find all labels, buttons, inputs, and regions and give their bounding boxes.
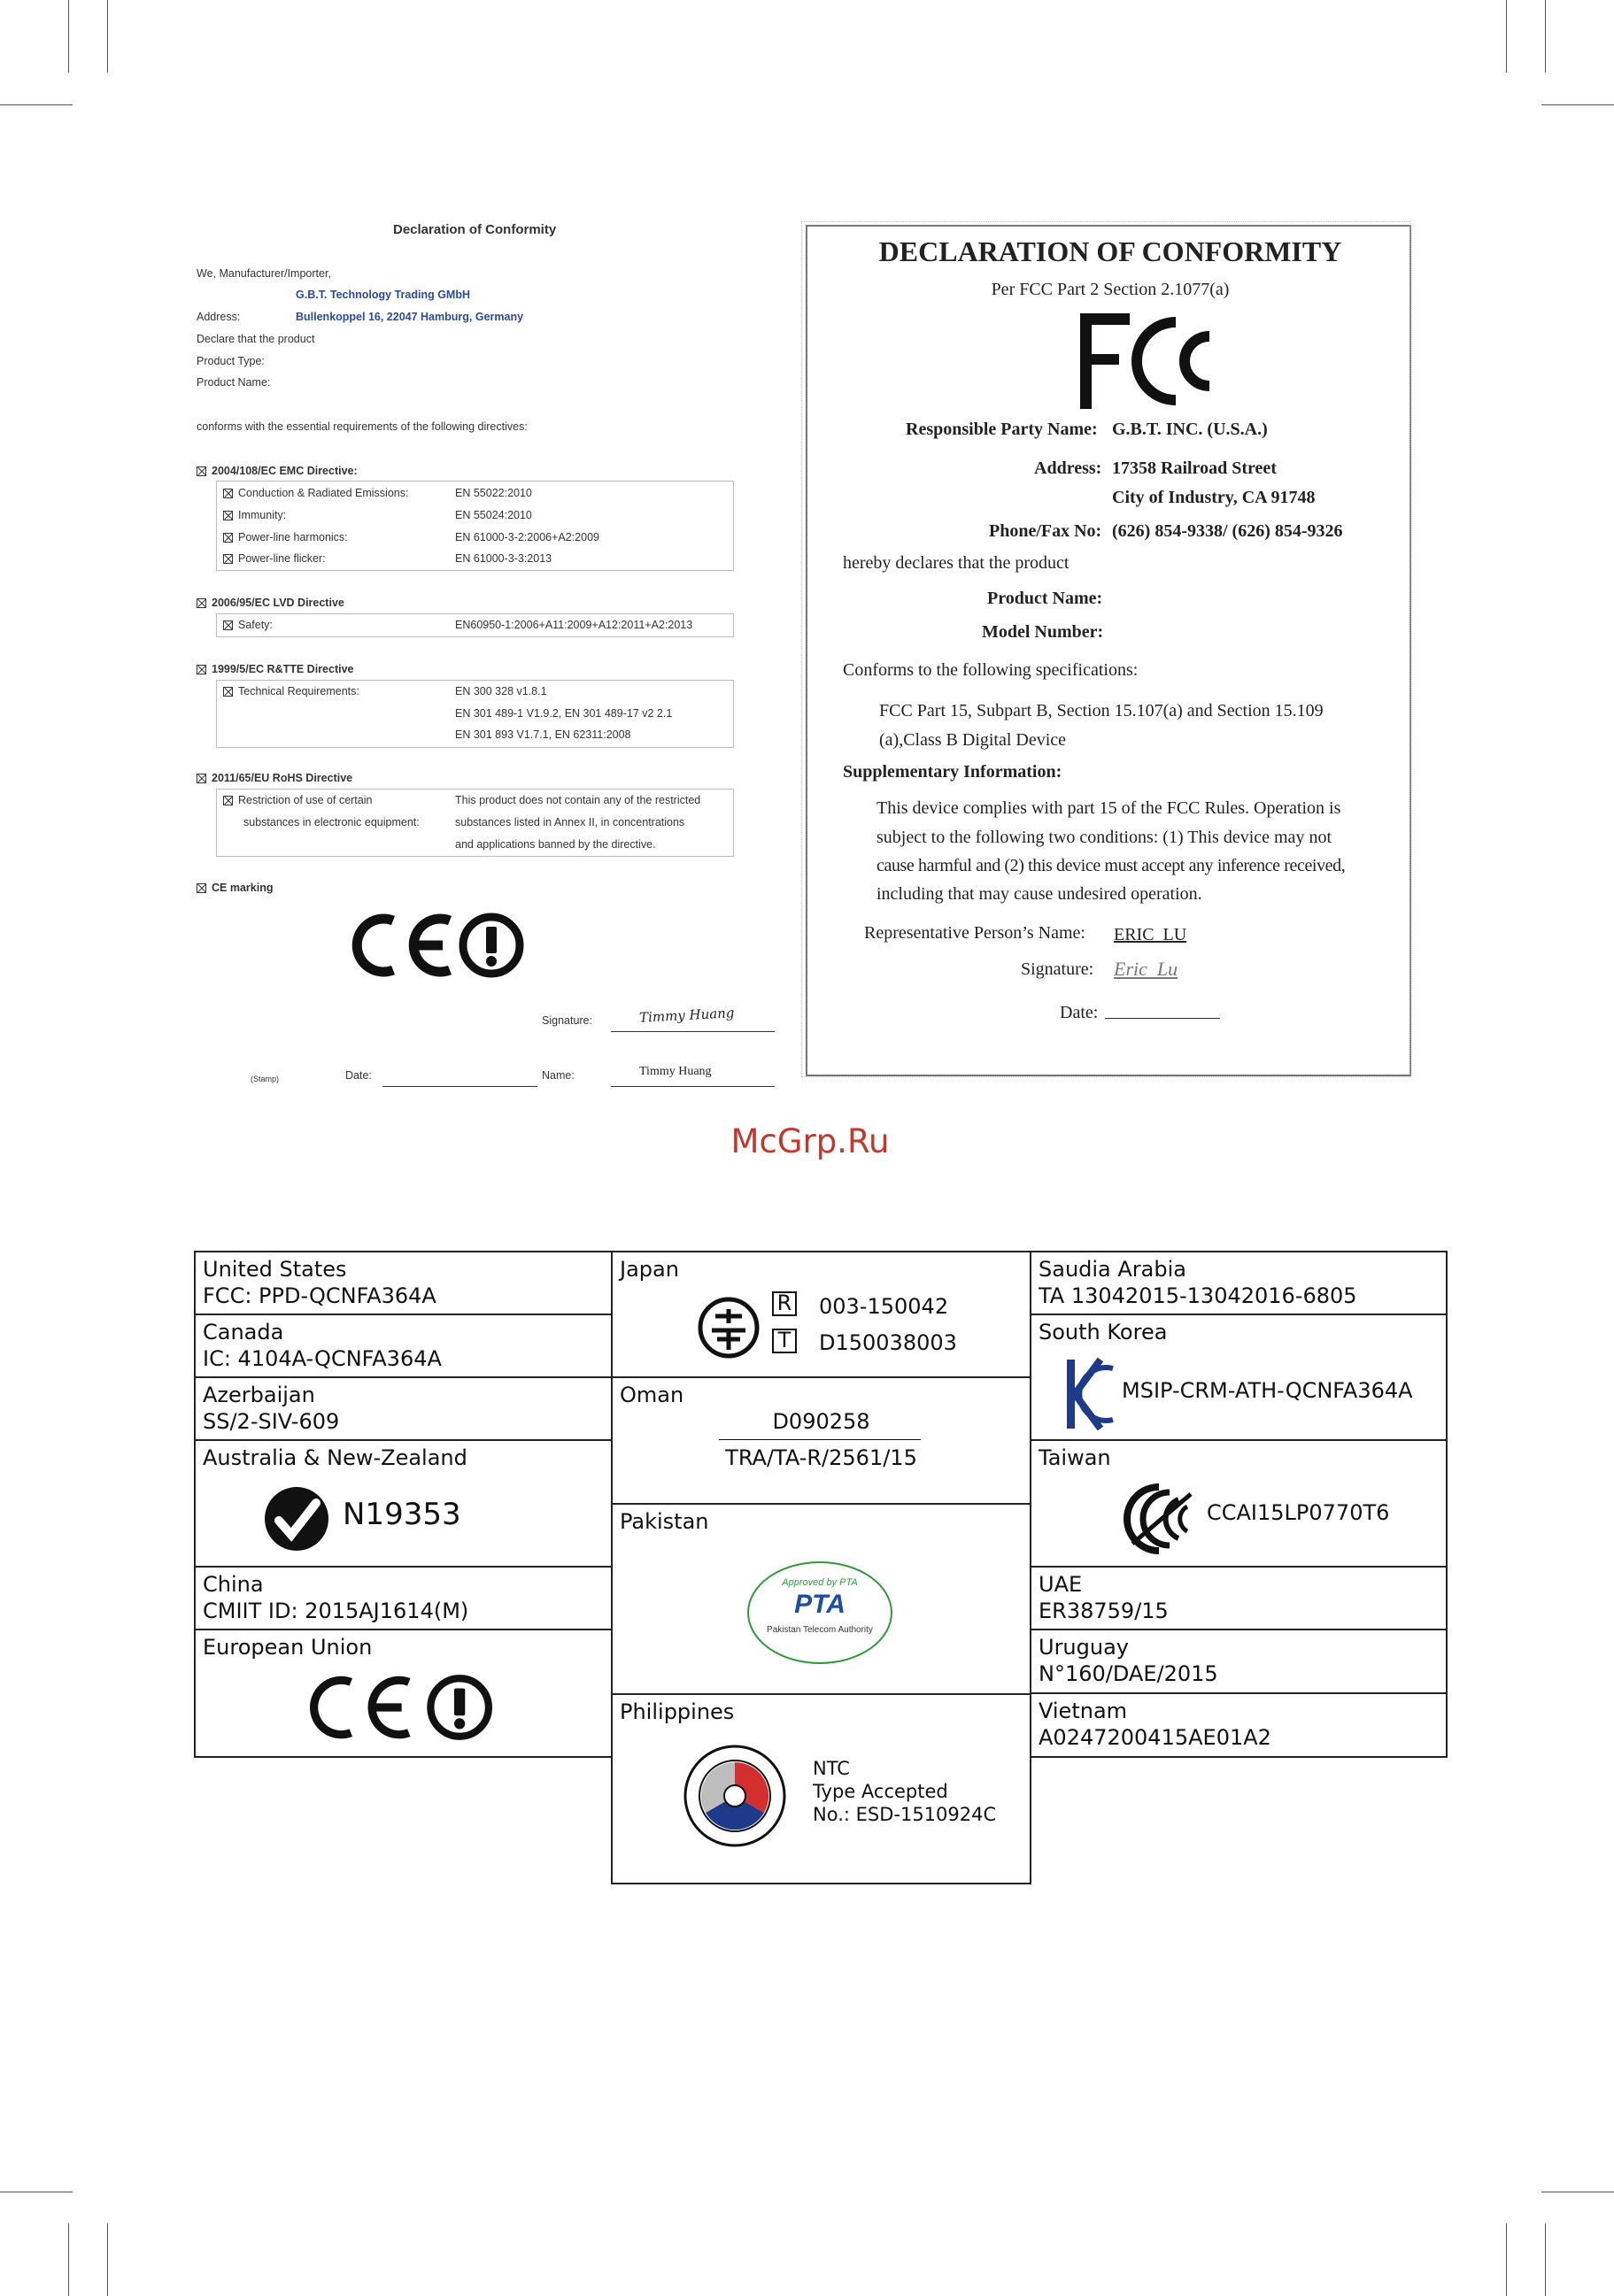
crop-mark — [1506, 2223, 1507, 2296]
responsible-party: G.B.T. INC. (U.S.A.) — [1112, 420, 1268, 439]
cert-cell-pakistan: Pakistan Approved by PTA PTA Pakistan Telecom Authority — [611, 1503, 1031, 1695]
crop-mark — [68, 0, 69, 73]
watermark: McGrp.Ru — [730, 1122, 890, 1160]
fcc-date-line — [1105, 1018, 1220, 1019]
cert-cell-korea: South Korea MSIP-CRM-ATH-QCNFA364A — [1030, 1314, 1448, 1442]
fcc-signature: Eric Lu — [1114, 958, 1178, 980]
fcc-sig-label: Signature: — [1021, 959, 1094, 979]
rohs-value: and applications banned by the directive. — [455, 838, 656, 851]
japan-r-mark: R — [776, 1291, 792, 1315]
fcc-logo-icon — [1077, 310, 1220, 412]
declare-text: Declare that the product — [197, 333, 315, 345]
manufacturer-label: We, Manufacturer/Importer, — [197, 267, 331, 280]
fcc-model-number: Model Number: — [982, 622, 1104, 642]
conforms-text: conforms with the essential requirements of the following directives: — [197, 420, 528, 433]
crop-mark — [1545, 0, 1546, 73]
product-type-label: Product Type: — [197, 355, 265, 367]
emc-row: Power-line flicker: — [223, 552, 326, 565]
crop-mark — [107, 0, 108, 73]
fcc-address1: 17358 Railroad Street — [1112, 458, 1277, 478]
emc-heading: 2004/108/EC EMC Directive: — [197, 465, 358, 477]
phone-label: Phone/Fax No: — [989, 521, 1102, 541]
cert-cell-canada: Canada IC: 4104A-QCNFA364A — [194, 1314, 613, 1378]
name-label: Name: — [542, 1069, 575, 1082]
ntc-seal-icon — [682, 1743, 788, 1849]
phone-number: (626) 854-9338/ (626) 854-9326 — [1112, 521, 1343, 541]
emc-row: Conduction & Radiated Emissions: — [223, 487, 408, 499]
ce-mark-icon — [342, 912, 532, 979]
rep-name: ERIC LU — [1114, 925, 1187, 944]
japan-t-mark: T — [777, 1328, 792, 1352]
stamp-label: (Stamp) — [251, 1075, 280, 1083]
emc-row: Immunity: — [223, 509, 286, 521]
cert-cell-eu: European Union — [194, 1629, 613, 1758]
cert-cell-australia: Australia & New-Zealand N19353 — [194, 1439, 613, 1568]
date-line — [382, 1086, 537, 1087]
emc-value: EN 55022:2010 — [455, 487, 532, 499]
rcm-tick-icon — [263, 1485, 330, 1552]
checkbox-checked — [197, 466, 206, 476]
cert-cell-oman: Oman D090258 TRA/TA-R/2561/15 — [611, 1376, 1031, 1505]
cert-cell-us: United States FCC: PPD-QCNFA364A — [194, 1251, 613, 1315]
emc-row: Power-line harmonics: — [223, 531, 348, 543]
cert-cell-vietnam: Vietnam A0247200415AE01A2 — [1030, 1692, 1448, 1758]
ce-heading: CE marking — [197, 882, 273, 894]
crop-mark — [0, 104, 73, 105]
fcc-spec1: FCC Part 15, Subpart B, Section 15.107(a) and Section 15.109 — [879, 701, 1324, 720]
supp-line: cause harmful and (2) this device must accept any inference received, — [877, 856, 1346, 875]
crop-mark — [68, 2223, 69, 2296]
fcc-product-name: Product Name: — [987, 589, 1103, 608]
fcc-subtitle: Per FCC Part 2 Section 2.1077(a) — [991, 280, 1230, 299]
rtte-row: Technical Requirements: — [223, 685, 359, 697]
crop-mark — [1506, 0, 1507, 73]
fcc-date-label: Date: — [1060, 1003, 1099, 1022]
rohs-row: Restriction of use of certain — [223, 794, 372, 806]
supp-line: subject to the following two conditions: (1) This device may not — [877, 828, 1332, 847]
signer-name: Timmy Huang — [639, 1065, 712, 1078]
japan-giteki-icon — [698, 1297, 760, 1359]
cert-cell-china: China CMIIT ID: 2015AJ1614(M) — [194, 1566, 613, 1630]
kc-mark-icon — [1065, 1356, 1115, 1432]
rtte-value: EN 301 893 V1.7.1, EN 62311:2008 — [455, 728, 631, 741]
fcc-address-label: Address: — [1034, 458, 1102, 478]
rtte-value: EN 301 489-1 V1.9.2, EN 301 489-17 v2 2.1 — [455, 707, 673, 720]
lvd-value: EN60950-1:2006+A11:2009+A12:2011+A2:2013 — [455, 619, 693, 631]
company-address: Bullenkoppel 16, 22047 Hamburg, Germany — [296, 311, 524, 323]
cert-cell-uruguay: Uruguay N°160/DAE/2015 — [1030, 1629, 1448, 1694]
emc-value: EN 61000-3-2:2006+A2:2009 — [455, 531, 599, 543]
taiwan-ncc-icon — [1124, 1482, 1198, 1556]
date-label: Date: — [345, 1069, 372, 1082]
rep-label: Representative Person’s Name: — [864, 923, 1085, 943]
fcc-title: DECLARATION OF CONFORMITY — [878, 235, 1342, 267]
emc-value: EN 55024:2010 — [455, 509, 532, 521]
rtte-value: EN 300 328 v1.8.1 — [455, 685, 547, 697]
company-name: G.B.T. Technology Trading GMbH — [296, 289, 470, 301]
cert-cell-japan: Japan R 003-150042 T D150038003 — [611, 1251, 1031, 1379]
crop-mark — [1545, 2223, 1546, 2296]
address-label: Address: — [197, 311, 241, 323]
emc-value: EN 61000-3-3:2013 — [455, 552, 552, 565]
name-line — [611, 1086, 775, 1087]
rohs-value: substances listed in Annex II, in concentrations — [455, 816, 685, 828]
fcc-spec2: (a),Class B Digital Device — [879, 730, 1067, 750]
cert-cell-azerbaijan: Azerbaijan SS/2-SIV-609 — [194, 1376, 613, 1441]
signature-label: Signature: — [542, 1014, 592, 1027]
rohs-heading: 2011/65/EU RoHS Directive — [197, 772, 352, 784]
crop-mark — [107, 2223, 108, 2296]
fcc-address2: City of Industry, CA 91748 — [1112, 488, 1316, 507]
product-name-label: Product Name: — [197, 376, 271, 389]
rtte-heading: 1999/5/EC R&TTE Directive — [197, 663, 354, 675]
supp-line: This device complies with part 15 of the FCC Rules. Operation is — [877, 798, 1341, 818]
lvd-row: Safety: — [223, 619, 273, 631]
responsible-label: Responsible Party Name: — [906, 420, 1098, 439]
cert-cell-uae: UAE ER38759/15 — [1030, 1566, 1448, 1630]
supp-heading: Supplementary Information: — [843, 762, 1062, 782]
ce-mark-icon — [298, 1673, 493, 1742]
hereby-text: hereby declares that the product — [843, 553, 1070, 573]
cert-cell-taiwan: Taiwan CCAI15LP0770T6 — [1030, 1439, 1448, 1568]
cert-cell-saudi: Saudia Arabia TA 13042015-13042016-6805 — [1030, 1251, 1448, 1315]
rohs-row-cont: substances in electronic equipment: — [243, 816, 420, 828]
cert-cell-philippines: Philippines NTC Type Accepted No.: ESD-1510924C — [611, 1693, 1031, 1884]
crop-mark — [1541, 104, 1614, 105]
signature-handwritten: Timmy Huang — [638, 1005, 735, 1026]
eu-decl-title: Declaration of Conformity — [393, 222, 557, 237]
fcc-conforms: Conforms to the following specifications: — [843, 660, 1139, 680]
rohs-value: This product does not contain any of the restricted — [455, 794, 701, 806]
signature-line — [611, 1031, 775, 1032]
supp-line: including that may cause undesired operation. — [877, 884, 1202, 904]
lvd-heading: 2006/95/EC LVD Directive — [197, 597, 344, 609]
